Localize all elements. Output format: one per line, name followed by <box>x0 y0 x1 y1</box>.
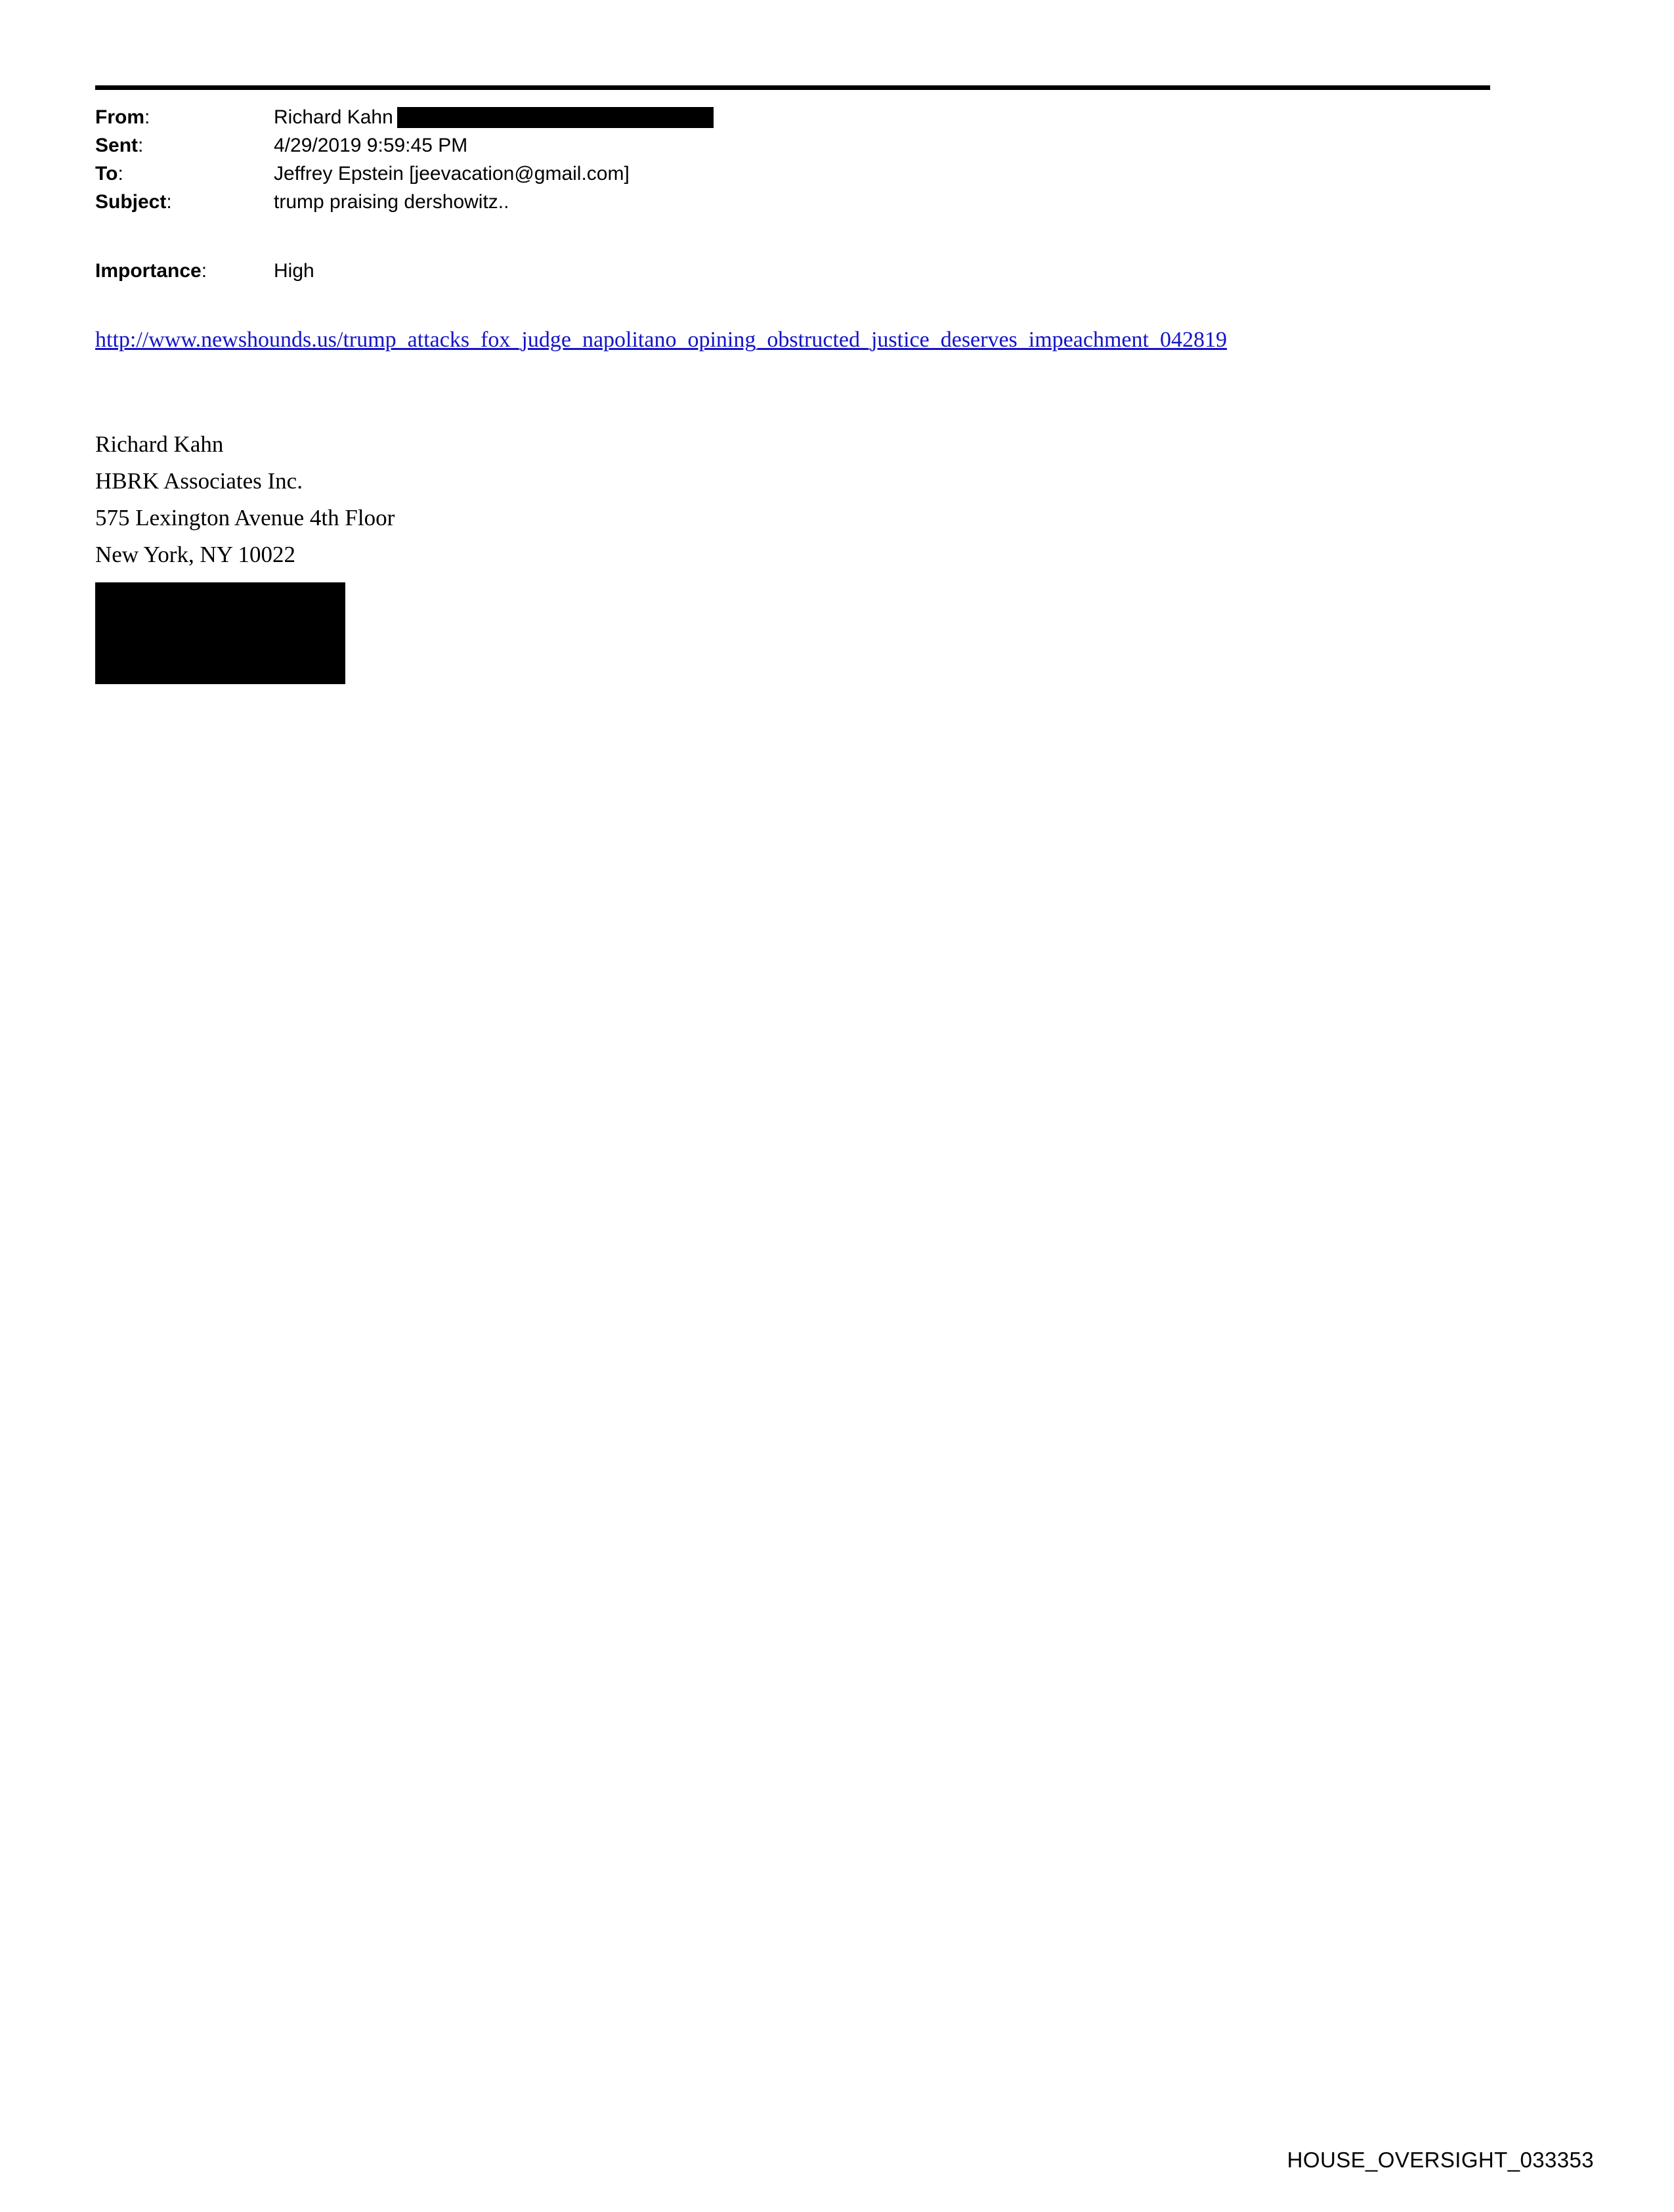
header-value-sent: 4/29/2019 9:59:45 PM <box>274 135 468 156</box>
header-label-from <box>95 104 274 133</box>
header-value-subject: trump praising dershowitz.. <box>274 191 509 213</box>
header-label-to-text: To <box>95 163 118 184</box>
header-row-to <box>95 161 714 189</box>
header-colon: : <box>138 135 144 156</box>
email-header-table <box>95 104 714 217</box>
header-value-to: Jeffrey Epstein [jeevacation@gmail.com] <box>274 163 630 184</box>
article-link[interactable]: http://www.newshounds.us/trump_attacks_fox_judge_napolitano_opining_obstructed_justice_deserves_impeachment_042819 <box>95 328 1227 352</box>
redaction-bar-from <box>397 107 714 128</box>
header-value-from <box>274 104 714 133</box>
header-colon: : <box>144 106 150 128</box>
body-link-paragraph <box>95 326 1576 355</box>
email-body <box>95 85 1579 684</box>
signature-line: HBRK Associates Inc. <box>95 467 303 494</box>
header-label-sent-text: Sent <box>95 135 139 156</box>
signature-line: New York, NY 10022 <box>95 541 295 567</box>
importance-label-text: Importance <box>95 260 202 282</box>
header-colon: : <box>118 163 123 184</box>
importance-value: High <box>274 260 314 282</box>
importance-label <box>95 258 274 284</box>
signature-block <box>95 426 1579 684</box>
header-label-subject-text: Subject <box>95 191 167 213</box>
importance-table <box>95 258 314 284</box>
header-divider <box>95 85 1490 90</box>
header-label-from-text: From <box>95 106 144 128</box>
header-row-sent <box>95 133 714 161</box>
header-label-subject <box>95 189 274 217</box>
header-label-to <box>95 161 274 189</box>
signature-line: 575 Lexington Avenue 4th Floor <box>95 504 395 531</box>
header-value-from-text: Richard Kahn <box>274 106 393 128</box>
header-colon: : <box>166 191 172 213</box>
bates-number: HOUSE_OVERSIGHT_033353 <box>1287 2148 1594 2172</box>
importance-row <box>95 258 314 284</box>
header-colon: : <box>201 260 207 282</box>
header-label-sent <box>95 133 274 161</box>
header-row-from <box>95 104 714 133</box>
header-row-subject <box>95 189 714 217</box>
signature-line: Richard Kahn <box>95 431 224 457</box>
redaction-bar-signature <box>95 582 345 684</box>
importance-block <box>95 258 1579 284</box>
